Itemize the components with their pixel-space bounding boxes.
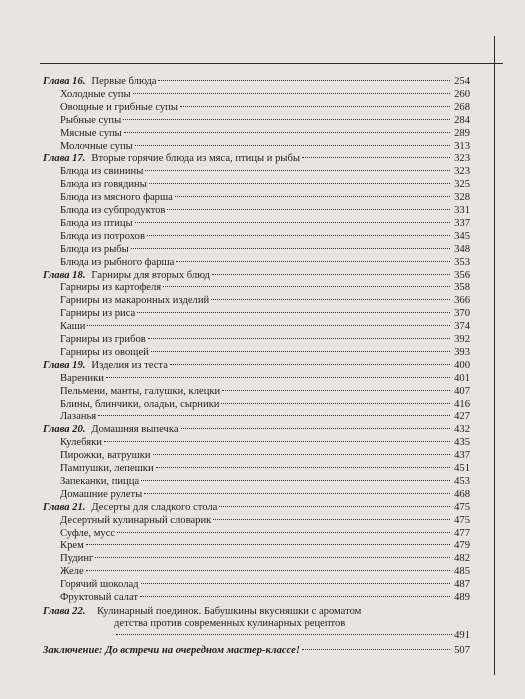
toc-section-row[interactable] bbox=[60, 578, 470, 592]
section-title: Молочные супы bbox=[60, 140, 133, 152]
page-number: 268 bbox=[454, 101, 470, 113]
chapter-label: Глава 18. bbox=[43, 269, 86, 281]
section-title: Блюда из мясного фарша bbox=[60, 192, 173, 204]
page-number: 468 bbox=[454, 488, 470, 500]
dot-leader bbox=[98, 415, 450, 416]
chapter-label: Глава 22. bbox=[43, 605, 86, 617]
chapter-heading bbox=[43, 423, 179, 437]
section-title: Гарниры из макаронных изделий bbox=[60, 295, 210, 307]
page-number: 482 bbox=[454, 553, 470, 565]
page-number: 370 bbox=[454, 308, 470, 320]
page-number: 393 bbox=[454, 346, 470, 358]
section-title: Желе bbox=[60, 566, 84, 578]
dot-leader bbox=[123, 119, 450, 120]
page-number: 358 bbox=[454, 282, 470, 294]
page-number: 427 bbox=[454, 411, 470, 423]
chapter-heading bbox=[43, 152, 300, 166]
toc-section-row[interactable] bbox=[60, 346, 470, 360]
toc-section-row[interactable] bbox=[60, 410, 470, 424]
section-title: Блюда из птицы bbox=[60, 217, 133, 229]
page-number: 489 bbox=[454, 592, 470, 603]
page-number: 348 bbox=[454, 243, 470, 255]
toc-section-row[interactable] bbox=[60, 539, 470, 553]
toc-section-row[interactable] bbox=[60, 307, 470, 321]
chapter-title-line-1: Кулинарный поединок. Бабушкины вкусняшки с ароматом bbox=[97, 605, 362, 617]
section-title: Блины, блинчики, оладьи, сырники bbox=[60, 398, 220, 410]
page-number: 353 bbox=[454, 256, 470, 268]
section-title: Пельмени, манты, галушки, клецки bbox=[60, 385, 221, 397]
toc-section-row[interactable] bbox=[60, 449, 470, 463]
toc-section-row[interactable] bbox=[60, 398, 470, 412]
toc-section-row[interactable] bbox=[60, 333, 470, 347]
dot-leader bbox=[302, 649, 450, 650]
dot-leader bbox=[131, 248, 450, 249]
toc-chapter-row[interactable] bbox=[43, 152, 470, 166]
page-number: 374 bbox=[454, 321, 470, 333]
section-title: Овощные и грибные супы bbox=[60, 101, 178, 113]
chapter-label: Глава 17. bbox=[43, 153, 86, 165]
toc-section-row[interactable] bbox=[60, 243, 470, 257]
section-title: Фруктовый салат bbox=[60, 592, 139, 603]
chapter-label: Глава 19. bbox=[43, 359, 86, 371]
toc-section-row[interactable] bbox=[60, 256, 470, 270]
section-title: Гарниры из овощей bbox=[60, 346, 149, 358]
toc-chapter-row[interactable] bbox=[43, 359, 470, 373]
page-number: 331 bbox=[454, 205, 470, 216]
section-title: Гарниры из риса bbox=[60, 308, 136, 320]
dot-leader bbox=[106, 377, 450, 378]
dot-leader bbox=[148, 338, 450, 339]
page-number: 366 bbox=[454, 295, 470, 307]
page-number: 475 bbox=[454, 514, 470, 526]
page-number: 345 bbox=[454, 230, 470, 242]
page-number: 254 bbox=[454, 76, 470, 87]
section-title: Кулебяки bbox=[60, 437, 102, 449]
section-title: Суфле, мусс bbox=[60, 527, 116, 539]
dot-leader bbox=[213, 519, 450, 520]
dot-leader bbox=[181, 428, 450, 429]
section-title: Мясные супы bbox=[60, 127, 122, 139]
dot-leader bbox=[145, 170, 450, 171]
dot-leader bbox=[175, 196, 450, 197]
page-number: 485 bbox=[454, 566, 470, 578]
page-number: 491 bbox=[454, 629, 470, 641]
page-number: 407 bbox=[454, 385, 470, 397]
page-number: 416 bbox=[454, 398, 470, 410]
section-title: Блюда из свинины bbox=[60, 166, 144, 178]
dot-leader bbox=[163, 286, 450, 287]
toc-section-row[interactable] bbox=[60, 372, 470, 386]
toc-section-row[interactable] bbox=[60, 514, 470, 528]
toc-section-row[interactable] bbox=[60, 436, 470, 450]
toc-section-row[interactable] bbox=[60, 462, 470, 476]
chapter-title: Домашняя выпечка bbox=[91, 424, 179, 436]
dot-leader bbox=[86, 570, 450, 571]
page-number: 260 bbox=[454, 88, 470, 100]
dot-leader bbox=[95, 557, 450, 558]
chapter-heading bbox=[43, 75, 156, 89]
dot-leader bbox=[221, 403, 450, 404]
dot-leader bbox=[170, 364, 450, 365]
page-number: 507 bbox=[454, 644, 470, 656]
dot-leader bbox=[141, 583, 450, 584]
page-number: 477 bbox=[454, 527, 470, 539]
toc-section-row[interactable] bbox=[60, 320, 470, 334]
dot-leader bbox=[167, 209, 450, 210]
section-title: Горячий шоколад bbox=[60, 579, 139, 591]
page-number: 325 bbox=[454, 179, 470, 191]
section-title: Блюда из субпродуктов bbox=[60, 205, 166, 216]
toc-section-row[interactable] bbox=[60, 165, 470, 179]
dot-leader bbox=[135, 145, 450, 146]
section-title: Домашние рулеты bbox=[60, 488, 143, 500]
dot-leader bbox=[219, 506, 450, 507]
dot-leader bbox=[156, 467, 450, 468]
dot-leader bbox=[135, 222, 450, 223]
dot-leader bbox=[151, 351, 450, 352]
toc-section-row[interactable] bbox=[60, 281, 470, 295]
page-number: 451 bbox=[454, 463, 470, 474]
dot-leader bbox=[87, 325, 450, 326]
toc-chapter-row[interactable] bbox=[43, 423, 470, 437]
section-title: Пудинг bbox=[60, 553, 94, 565]
chapter-heading bbox=[43, 269, 210, 283]
page-number: 453 bbox=[454, 475, 470, 487]
section-title: Вареники bbox=[60, 372, 104, 384]
dot-leader bbox=[176, 261, 450, 262]
dot-leader bbox=[104, 441, 450, 442]
chapter-label: Глава 21. bbox=[43, 501, 86, 513]
toc-chapter-row[interactable] bbox=[43, 269, 470, 283]
page-number: 437 bbox=[454, 450, 470, 462]
toc-section-row[interactable] bbox=[60, 294, 470, 308]
dot-leader bbox=[86, 544, 450, 545]
toc-section-row[interactable] bbox=[60, 191, 470, 205]
page-number: 356 bbox=[454, 269, 470, 281]
chapter-label: Глава 16. bbox=[43, 76, 86, 87]
dot-leader bbox=[149, 183, 450, 184]
page-number: 289 bbox=[454, 127, 470, 139]
toc-section-row[interactable] bbox=[60, 565, 470, 579]
section-title: Каши bbox=[60, 321, 86, 333]
chapter-heading bbox=[43, 359, 168, 373]
section-title: Гарниры из картофеля bbox=[60, 282, 162, 294]
section-title: Блюда из рыбы bbox=[60, 243, 129, 255]
section-title: Десертный кулинарный словарик bbox=[60, 514, 212, 526]
section-title: Блюда из говядины bbox=[60, 179, 147, 191]
toc-conclusion[interactable] bbox=[43, 644, 470, 658]
dot-leader bbox=[124, 132, 450, 133]
dot-leader bbox=[140, 596, 450, 597]
section-title: Рыбные супы bbox=[60, 114, 122, 126]
page-number: 313 bbox=[454, 140, 470, 152]
dot-leader bbox=[302, 157, 450, 158]
dot-leader bbox=[180, 106, 450, 107]
section-title: Гарниры из грибов bbox=[60, 334, 146, 345]
toc-section-row[interactable] bbox=[60, 178, 470, 192]
page-number: 479 bbox=[454, 540, 470, 552]
toc-section-row[interactable] bbox=[60, 140, 470, 154]
toc-chapter-row[interactable] bbox=[43, 501, 470, 515]
toc-section-row[interactable] bbox=[60, 527, 470, 541]
section-title: Холодные супы bbox=[60, 88, 131, 100]
toc-chapter-row[interactable] bbox=[43, 75, 470, 89]
chapter-title: Гарниры для вторых блюд bbox=[91, 269, 210, 281]
chapter-title-line-2: детства против современных кулинарных рецептов bbox=[114, 617, 346, 629]
toc-section-row[interactable] bbox=[60, 230, 470, 244]
chapter-title: Десерты для сладкого стола bbox=[91, 501, 218, 513]
toc-section-row[interactable] bbox=[60, 114, 470, 128]
page-number: 487 bbox=[454, 579, 470, 591]
page-number: 323 bbox=[454, 153, 470, 165]
section-title: Пампушки, лепешки bbox=[60, 463, 154, 474]
dot-leader bbox=[141, 480, 450, 481]
section-title: Пирожки, ватрушки bbox=[60, 450, 151, 462]
toc-section-row[interactable] bbox=[60, 591, 470, 605]
section-title: Лазанья bbox=[60, 411, 97, 423]
toc-section-row[interactable] bbox=[60, 204, 470, 218]
chapter-label: Глава 20. bbox=[43, 424, 86, 436]
toc-section-row[interactable] bbox=[60, 488, 470, 502]
dot-leader bbox=[147, 235, 450, 236]
section-title: Крем bbox=[60, 540, 84, 552]
chapter-page-row bbox=[114, 629, 470, 642]
dot-leader bbox=[133, 93, 450, 94]
toc-section-row[interactable] bbox=[60, 88, 470, 102]
page-number: 284 bbox=[454, 114, 470, 126]
chapter-title: Вторые горячие блюда из мяса, птицы и рыбы bbox=[91, 153, 301, 165]
page-number: 323 bbox=[454, 166, 470, 178]
dot-leader bbox=[158, 80, 450, 81]
toc-section-row[interactable] bbox=[60, 385, 470, 399]
page-number: 475 bbox=[454, 501, 470, 513]
toc-section-row[interactable] bbox=[60, 552, 470, 566]
chapter-title: Первые блюда bbox=[91, 76, 157, 87]
page-number: 392 bbox=[454, 334, 470, 345]
chapter-title: Изделия из теста bbox=[91, 359, 168, 371]
dot-leader bbox=[153, 454, 450, 455]
page-number: 337 bbox=[454, 217, 470, 229]
toc-section-row[interactable] bbox=[60, 101, 470, 115]
section-title: Блюда из рыбного фарша bbox=[60, 256, 175, 268]
toc-section-row[interactable] bbox=[60, 475, 470, 489]
page-number: 432 bbox=[454, 424, 470, 436]
dot-leader bbox=[117, 532, 450, 533]
dot-leader bbox=[222, 390, 450, 391]
page-number: 400 bbox=[454, 359, 470, 371]
page-number: 328 bbox=[454, 192, 470, 204]
toc-section-row[interactable] bbox=[60, 217, 470, 231]
chapter-heading bbox=[43, 501, 217, 515]
page-number: 401 bbox=[454, 372, 470, 384]
dot-leader bbox=[211, 299, 450, 300]
dot-leader bbox=[144, 493, 450, 494]
page-number: 435 bbox=[454, 437, 470, 449]
dot-leader bbox=[212, 274, 450, 275]
toc-section-row[interactable] bbox=[60, 127, 470, 141]
section-title: Блюда из потрохов bbox=[60, 230, 145, 242]
dot-leader bbox=[137, 312, 450, 313]
dot-leader bbox=[116, 634, 452, 635]
section-title: Запеканки, пицца bbox=[60, 475, 140, 487]
conclusion-title: Заключение: До встречи на очередном мастер-классе! bbox=[43, 644, 300, 656]
